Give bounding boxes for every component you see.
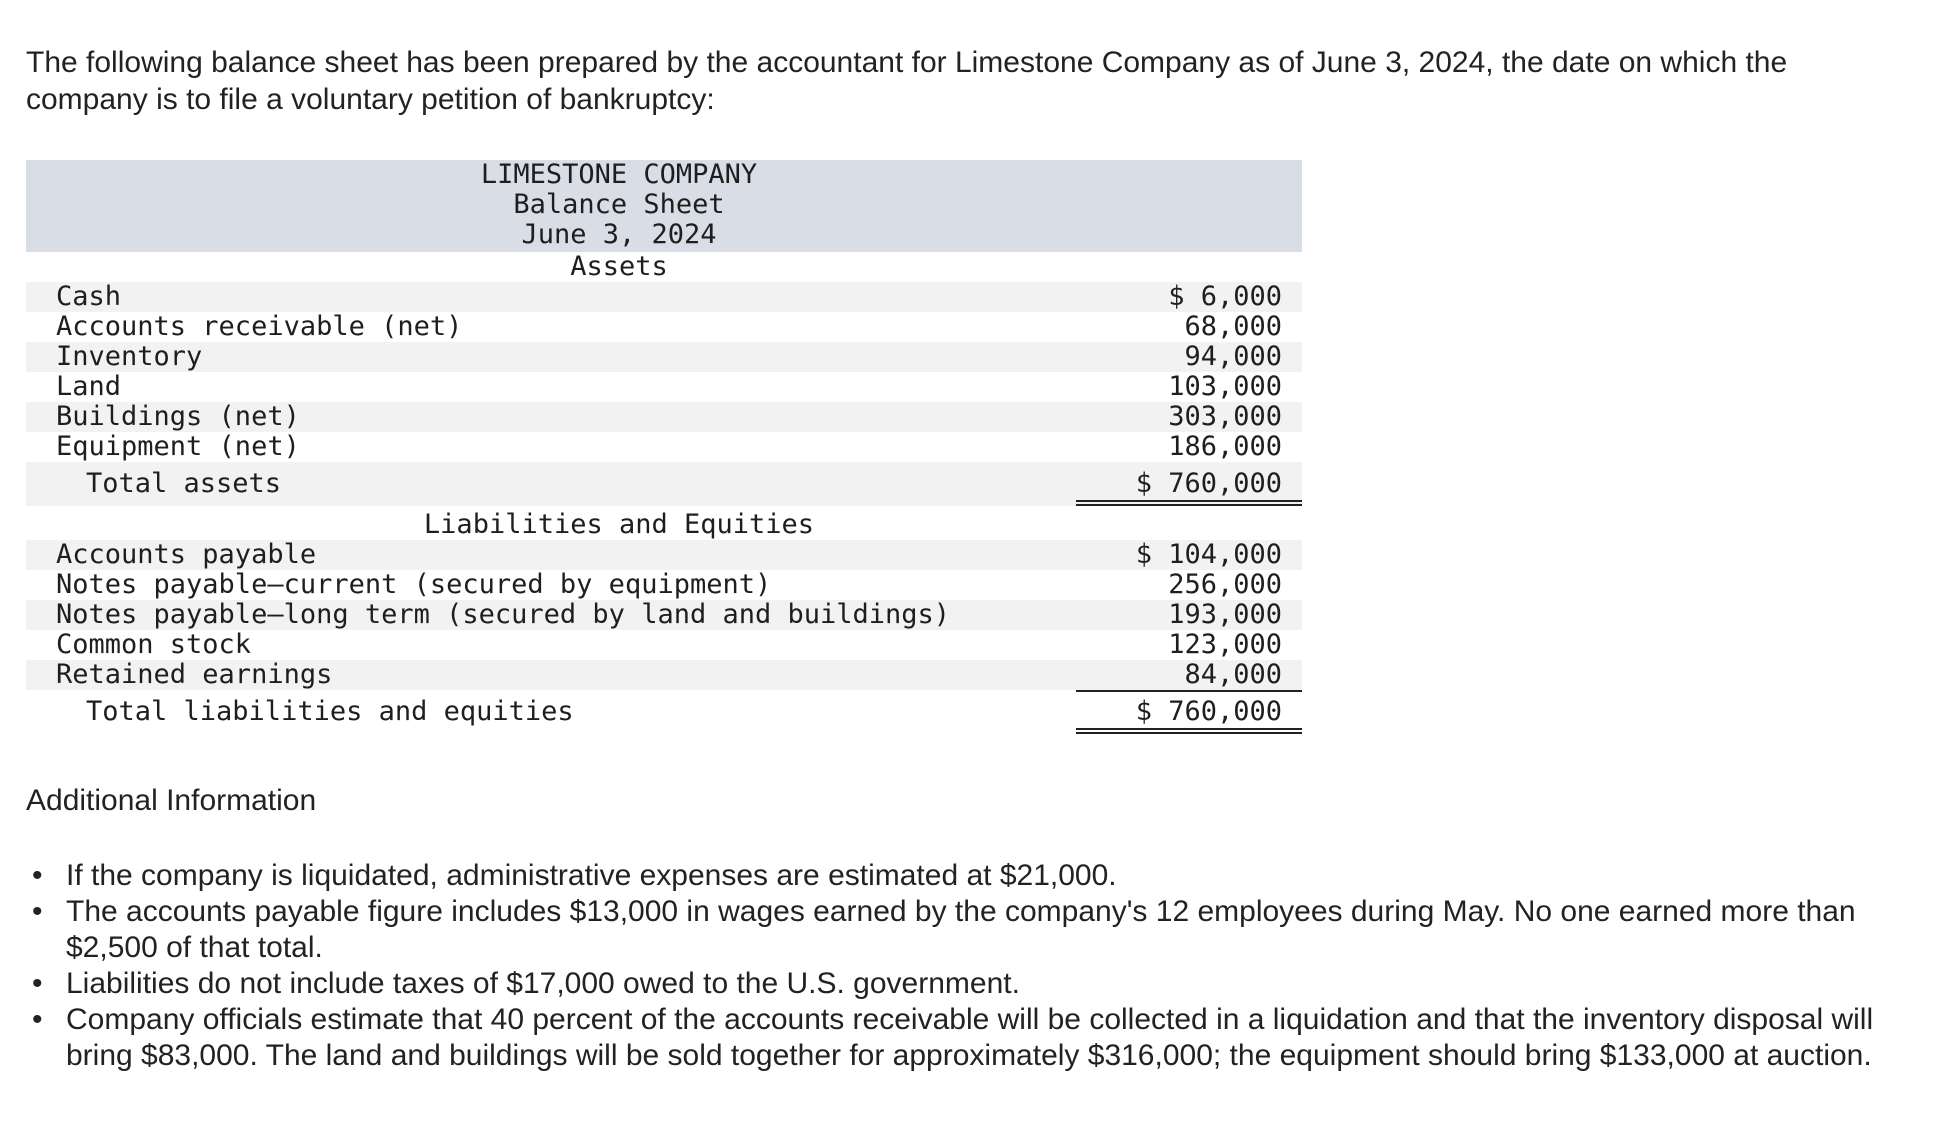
asset-row: [26, 282, 1302, 312]
additional-info-heading: Additional Information: [26, 784, 317, 817]
total-liabilities-label: Total liabilities and equities: [86, 696, 574, 727]
asset-amount: 186,000: [1168, 431, 1282, 462]
total-liabilities-row: [26, 690, 1302, 734]
liability-row: [26, 600, 1302, 630]
liability-label: Notes payable—current (secured by equipment): [56, 569, 772, 600]
liability-label: Retained earnings: [56, 659, 333, 690]
list-item: [26, 1002, 1916, 1074]
statement-title: Balance Sheet: [513, 189, 725, 220]
intro-paragraph: The following balance sheet has been prepared by the accountant for Limestone Company as of June 3, 2024, the date on which the company is to file a voluntary petition of bankruptcy:: [26, 46, 1788, 116]
liability-amount: 193,000: [1168, 599, 1282, 630]
liability-label: Common stock: [56, 629, 252, 660]
list-item-text: Company officials estimate that 40 percent of the accounts receivable will be collected in a liquidation and that the inventory disposal will bring $83,000. The land and buildings will be sold together for approximately $316,000; the equipment should bring $133,000 at auction.: [66, 1003, 1874, 1072]
liability-row: [26, 540, 1302, 570]
asset-amount: 94,000: [1184, 341, 1282, 372]
asset-amount: 303,000: [1168, 401, 1282, 432]
liability-amount: 256,000: [1168, 569, 1282, 600]
additional-info-list: [26, 858, 1916, 1074]
asset-label: Land: [56, 371, 122, 402]
asset-amount: 103,000: [1168, 371, 1282, 402]
asset-amount: 68,000: [1184, 311, 1282, 342]
list-item-text: The accounts payable figure includes $13,000 in wages earned by the company's 12 employees during May. No one earned more than $2,500 of that total.: [66, 895, 1856, 964]
balance-sheet-header: [26, 160, 1302, 252]
liability-amount: 123,000: [1168, 629, 1282, 660]
asset-label: Cash: [56, 281, 122, 312]
statement-date: June 3, 2024: [521, 219, 717, 250]
asset-row: [26, 432, 1302, 462]
liability-amount: $ 104,000: [1135, 539, 1282, 570]
asset-row: [26, 312, 1302, 342]
liability-row: [26, 660, 1302, 690]
total-assets-amount: $ 760,000: [1135, 468, 1282, 499]
asset-label: Buildings (net): [56, 401, 300, 432]
balance-sheet-table: [26, 160, 1302, 734]
list-item: [26, 858, 1916, 894]
liability-row: [26, 630, 1302, 660]
list-item-text: Liabilities do not include taxes of $17,000 owed to the U.S. government.: [66, 967, 1020, 1000]
bullet-icon: •: [32, 895, 43, 928]
liability-row: [26, 570, 1302, 600]
total-double-rule: [1076, 728, 1302, 734]
liability-label: Accounts payable: [56, 539, 317, 570]
total-assets-row: [26, 462, 1302, 506]
list-item-text: If the company is liquidated, administrative expenses are estimated at $21,000.: [66, 859, 1117, 892]
list-item: [26, 966, 1916, 1002]
liability-label: Notes payable—long term (secured by land and buildings): [56, 599, 951, 630]
asset-row: [26, 372, 1302, 402]
total-liabilities-amount: $ 760,000: [1135, 696, 1282, 727]
total-double-rule: [1076, 500, 1302, 506]
liability-amount: 84,000: [1184, 659, 1282, 690]
asset-label: Inventory: [56, 341, 203, 372]
bullet-icon: •: [32, 967, 43, 1000]
list-item: [26, 894, 1916, 966]
liabilities-heading: Liabilities and Equities: [423, 509, 815, 540]
bullet-icon: •: [32, 1003, 43, 1036]
asset-row: [26, 402, 1302, 432]
total-assets-label: Total assets: [86, 468, 282, 499]
asset-amount: $ 6,000: [1168, 281, 1282, 312]
asset-row: [26, 342, 1302, 372]
asset-label: Accounts receivable (net): [56, 311, 463, 342]
asset-label: Equipment (net): [56, 431, 300, 462]
bullet-icon: •: [32, 859, 43, 892]
company-name: LIMESTONE COMPANY: [480, 159, 758, 190]
assets-heading: Assets: [570, 251, 668, 282]
